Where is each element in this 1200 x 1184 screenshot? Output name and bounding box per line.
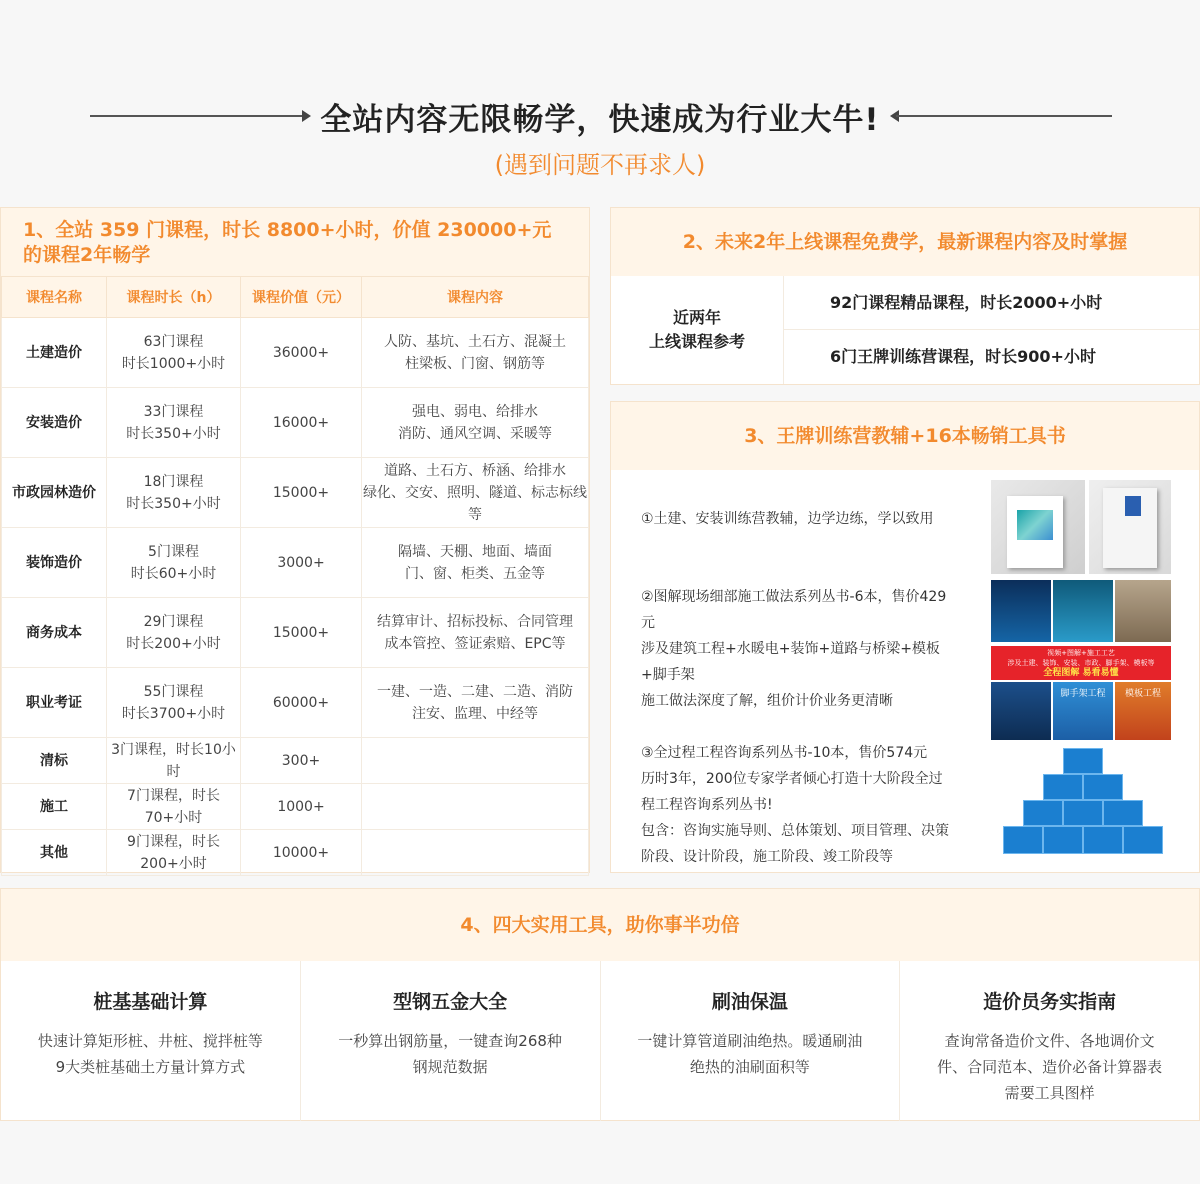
row-value: 3000+ bbox=[241, 528, 362, 598]
book-cover-image bbox=[1089, 480, 1171, 574]
tool-title: 型钢五金大全 bbox=[393, 991, 508, 1013]
book-cover-image bbox=[1003, 826, 1043, 854]
new-courses-title: 2、未来2年上线课程免费学，最新课程内容及时掌握 bbox=[611, 208, 1199, 276]
books-item-3-c: 包含：咨询实施导则、总体策划、项目管理、决策阶段、设计阶段，施工阶段、竣工阶段等 bbox=[641, 823, 949, 865]
book-banner: 视频+图解+施工工艺 涉及土建、装饰、安装、市政、脚手架、模板等 全程图解 易看易懂 bbox=[991, 646, 1171, 680]
table-row bbox=[2, 458, 589, 528]
table-row bbox=[2, 528, 589, 598]
row-value: 36000+ bbox=[241, 318, 362, 388]
row-content: 隔墙、天棚、地面、墙面 门、窗、柜类、五金等 bbox=[362, 528, 589, 598]
book-cover-image bbox=[1043, 826, 1083, 854]
row-duration: 5门课程 时长60+小时 bbox=[107, 528, 241, 598]
table-header-row bbox=[2, 277, 589, 318]
row-value: 16000+ bbox=[241, 388, 362, 458]
tool-card[interactable] bbox=[1, 961, 301, 1121]
course-table-panel bbox=[0, 207, 590, 873]
table-row bbox=[2, 738, 589, 784]
tools-title: 4、四大实用工具，助你事半功倍 bbox=[1, 889, 1199, 961]
row-name: 土建造价 bbox=[2, 318, 107, 388]
row-duration: 18门课程 时长350+小时 bbox=[107, 458, 241, 528]
book-cover-image bbox=[991, 682, 1051, 740]
row-duration: 29门课程 时长200+小时 bbox=[107, 598, 241, 668]
row-content bbox=[362, 830, 589, 876]
book-cover-image bbox=[991, 480, 1085, 574]
row-duration: 9门课程，时长200+小时 bbox=[107, 830, 241, 876]
new-courses-row-1: 92门课程精品课程，时长2000+小时 bbox=[784, 276, 1199, 330]
row-name: 职业考证 bbox=[2, 668, 107, 738]
course-panel-title: 1、全站 359 门课程，时长 8800+小时，价值 230000+元的课程2年畅学 bbox=[1, 208, 589, 276]
hero-subtitle: (遇到问题不再求人) bbox=[494, 151, 706, 179]
row-duration: 7门课程，时长70+小时 bbox=[107, 784, 241, 830]
row-duration: 3门课程，时长10小时 bbox=[107, 738, 241, 784]
row-value: 15000+ bbox=[241, 458, 362, 528]
row-duration: 55门课程 时长3700+小时 bbox=[107, 668, 241, 738]
hero-section bbox=[0, 0, 1200, 200]
books-illustration bbox=[991, 480, 1181, 866]
tools-panel bbox=[0, 888, 1200, 1121]
tool-desc: 快速计算矩形桩、井桩、搅拌桩等9大类桩基础土方量计算方式 bbox=[37, 1032, 263, 1076]
books-item-2-c: 施工做法深度了解，组价计价业务更清晰 bbox=[641, 693, 893, 709]
tool-title: 造价员务实指南 bbox=[983, 991, 1117, 1013]
tool-card[interactable] bbox=[900, 961, 1199, 1121]
tool-title: 刷油保温 bbox=[711, 991, 788, 1013]
row-duration: 33门课程 时长350+小时 bbox=[107, 388, 241, 458]
col-header-value: 课程价值（元） bbox=[241, 277, 362, 318]
table-row bbox=[2, 830, 589, 876]
col-header-name: 课程名称 bbox=[2, 277, 107, 318]
row-name: 其他 bbox=[2, 830, 107, 876]
row-content: 强电、弱电、给排水 消防、通风空调、采暖等 bbox=[362, 388, 589, 458]
row-name: 商务成本 bbox=[2, 598, 107, 668]
row-content: 道路、土石方、桥涵、给排水 绿化、交安、照明、隧道、标志标线等 bbox=[362, 458, 589, 528]
new-courses-panel bbox=[610, 207, 1200, 385]
tool-desc: 查询常备造价文件、各地调价文件、合同范本、造价必备计算器表需要工具图样 bbox=[937, 1032, 1163, 1102]
tool-card[interactable] bbox=[601, 961, 901, 1121]
table-row bbox=[2, 318, 589, 388]
book-cover-image bbox=[1083, 826, 1123, 854]
row-content: 人防、基坑、土石方、混凝土 柱梁板、门窗、钢筋等 bbox=[362, 318, 589, 388]
row-content bbox=[362, 738, 589, 784]
row-name: 安装造价 bbox=[2, 388, 107, 458]
row-content bbox=[362, 784, 589, 830]
new-courses-label: 近两年 上线课程参考 bbox=[611, 276, 784, 384]
books-item-2-a: ②图解现场细部施工做法系列丛书-6本，售价429元 bbox=[641, 589, 947, 631]
row-value: 60000+ bbox=[241, 668, 362, 738]
book-cover-image: 模板工程 bbox=[1115, 682, 1171, 740]
col-header-content: 课程内容 bbox=[362, 277, 589, 318]
col-header-duration: 课程时长（h） bbox=[107, 277, 241, 318]
hero-divider-right bbox=[896, 115, 1112, 117]
book-cover-image bbox=[1083, 774, 1123, 800]
row-name: 装饰造价 bbox=[2, 528, 107, 598]
row-content: 结算审计、招标投标、合同管理 成本管控、签证索赔、EPC等 bbox=[362, 598, 589, 668]
books-title: 3、王牌训练营教辅+16本畅销工具书 bbox=[611, 402, 1199, 470]
row-name: 清标 bbox=[2, 738, 107, 784]
tool-desc: 一键计算管道刷油绝热。暖通刷油绝热的油刷面积等 bbox=[637, 1032, 863, 1076]
hero-divider-left bbox=[90, 115, 306, 117]
book-cover-image bbox=[1023, 800, 1063, 826]
tool-card[interactable] bbox=[301, 961, 601, 1121]
course-table bbox=[1, 276, 589, 876]
books-item-3-a: ③全过程工程咨询系列丛书-10本，售价574元 bbox=[641, 745, 928, 761]
book-cover-image bbox=[1043, 774, 1083, 800]
books-item-2-b: 涉及建筑工程+水暖电+装饰+道路与桥梁+模板+脚手架 bbox=[641, 641, 940, 683]
row-name: 施工 bbox=[2, 784, 107, 830]
table-row bbox=[2, 598, 589, 668]
row-name: 市政园林造价 bbox=[2, 458, 107, 528]
book-cover-image bbox=[1103, 800, 1143, 826]
books-item-1: ①土建、安装训练营教辅，边学边练，学以致用 bbox=[641, 511, 934, 527]
book-cover-image bbox=[1063, 800, 1103, 826]
row-value: 15000+ bbox=[241, 598, 362, 668]
book-cover-image: 脚手架工程 bbox=[1053, 682, 1113, 740]
book-cover-image bbox=[1063, 748, 1103, 774]
new-courses-row-2: 6门王牌训练营课程，时长900+小时 bbox=[830, 347, 1096, 366]
book-cover-image bbox=[1053, 580, 1113, 642]
row-value: 1000+ bbox=[241, 784, 362, 830]
tool-title: 桩基基础计算 bbox=[93, 991, 208, 1013]
row-value: 10000+ bbox=[241, 830, 362, 876]
books-description bbox=[641, 506, 951, 870]
book-cover-image bbox=[991, 580, 1051, 642]
table-row bbox=[2, 784, 589, 830]
book-cover-image bbox=[1115, 580, 1171, 642]
tool-desc: 一秒算出钢筋量，一键查询268种钢规范数据 bbox=[338, 1032, 562, 1076]
row-duration: 63门课程 时长1000+小时 bbox=[107, 318, 241, 388]
table-row bbox=[2, 388, 589, 458]
row-value: 300+ bbox=[241, 738, 362, 784]
books-item-3-b: 历时3年，200位专家学者倾心打造十大阶段全过程工程咨询系列丛书! bbox=[641, 771, 943, 813]
hero-title: 全站内容无限畅学，快速成为行业大牛! bbox=[320, 102, 880, 138]
books-panel bbox=[610, 401, 1200, 873]
row-content: 一建、一造、二建、二造、消防 注安、监理、中经等 bbox=[362, 668, 589, 738]
book-cover-image bbox=[1123, 826, 1163, 854]
table-row bbox=[2, 668, 589, 738]
